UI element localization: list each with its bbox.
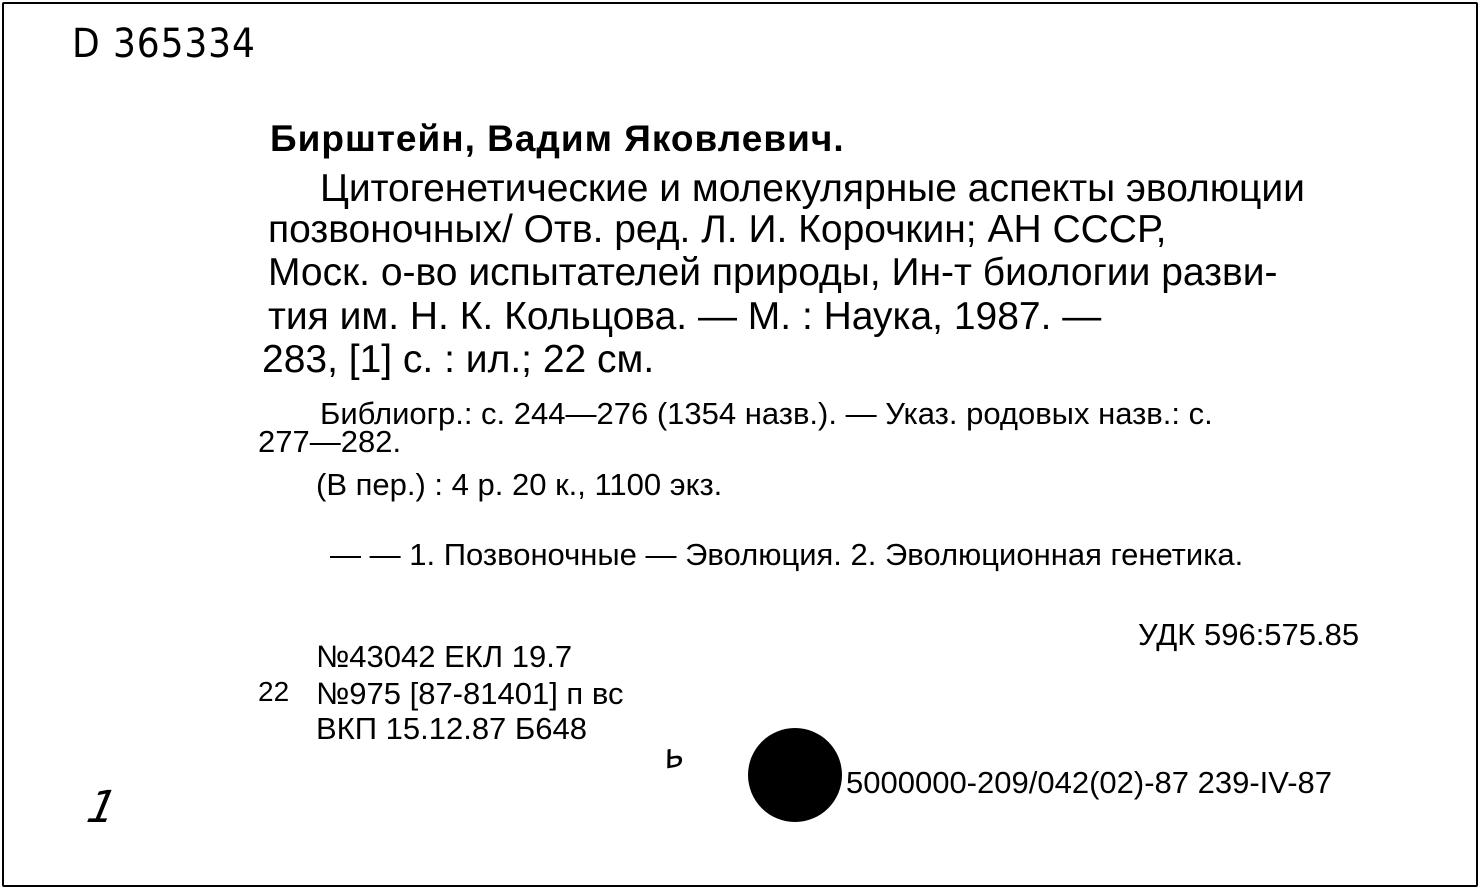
punch-hole — [748, 728, 842, 822]
registry-date: ВКП 15.12.87 Б648 — [316, 711, 587, 746]
shelfmark: D 365334 — [72, 21, 256, 67]
subject-headings: — — 1. Позвоночные — Эволюция. 2. Эволюционная генетика. — [330, 537, 1244, 572]
title-line: тия им. Н. К. Кольцова. — М. : Наука, 1987. — — [268, 295, 1102, 338]
title-line: Цитогенетические и молекулярные аспекты эволюции — [320, 167, 1305, 210]
handwritten-mark: ь — [660, 734, 688, 778]
registry-number: №43042 ЕКЛ 19.7 — [316, 639, 573, 674]
title-line: позвоночных/ Отв. ред. Л. И. Корочкин; АН СССР, — [268, 208, 1167, 251]
title-line: Моск. о-во испытателей природы, Ин-т биологии разви- — [268, 251, 1278, 294]
registry-number: №975 [87-81401] п вс — [316, 676, 624, 711]
corner-mark: 1 — [82, 782, 122, 833]
classification-code: 5000000-209/042(02)-87 239-IV-87 — [846, 765, 1333, 800]
catalog-card — [2, 2, 1478, 887]
price-line: (В пер.) : 4 р. 20 к., 1100 экз. — [316, 467, 723, 502]
bibliography-note: 277—282. — [258, 424, 402, 459]
author-heading: Бирштейн, Вадим Яковлевич. — [270, 118, 845, 159]
bibliography-note: Библиогр.: с. 244—276 (1354 назв.). — Указ. родовых назв.: с. — [320, 396, 1213, 431]
registry-prefix: 22 — [258, 676, 290, 707]
title-line: 283, [1] с. : ил.; 22 см. — [262, 338, 655, 381]
udc-code: УДК 596:575.85 — [1138, 617, 1360, 652]
